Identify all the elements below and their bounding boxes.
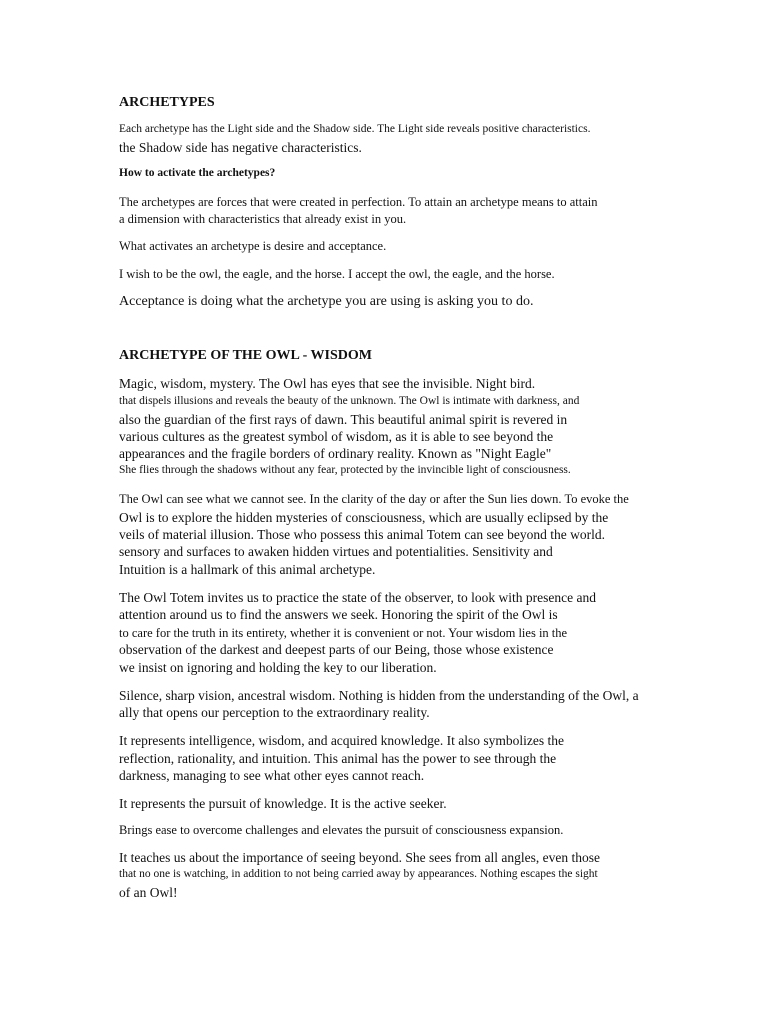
section-title-owl: ARCHETYPE OF THE OWL - WISDOM [119, 348, 372, 363]
p2-line-2: Owl is to explore the hidden mysteries of consciousness, which are usually eclipsed by the [119, 510, 609, 525]
p4-line-1: Silence, sharp vision, ancestral wisdom. Nothing is hidden from the understanding of the Owl, a [119, 688, 639, 703]
para4-line: Acceptance is doing what the archetype you are using is asking you to do. [119, 294, 534, 309]
p3-line-1: The Owl Totem invites us to practice the state of the observer, to look with presence and [119, 590, 597, 605]
p6-line: It represents the pursuit of knowledge. It is the active seeker. [119, 796, 447, 811]
section-title-archetypes: ARCHETYPES [119, 95, 215, 110]
p1-line-1: Magic, wisdom, mystery. The Owl has eyes that see the invisible. Night bird. [119, 376, 536, 391]
question-heading: How to activate the archetypes? [119, 167, 276, 179]
p3-line-3: to care for the truth in its entirety, whether it is convenient or not. Your wisdom lies in the [119, 626, 568, 640]
para1-line-2: a dimension with characteristics that already exist in you. [119, 212, 407, 226]
p2-line-5: Intuition is a hallmark of this animal archetype. [119, 562, 376, 577]
para2-line: What activates an archetype is desire and acceptance. [119, 239, 387, 253]
p8-line-2: that no one is watching, in addition to not being carried away by appearances. Nothing escapes the sight [119, 868, 598, 880]
p3-line-5: we insist on ignoring and holding the key to our liberation. [119, 660, 437, 675]
p2-line-1: The Owl can see what we cannot see. In the clarity of the day or after the Sun lies down. To evoke the [119, 492, 629, 506]
p3-line-4: observation of the darkest and deepest parts of our Being, those whose existence [119, 642, 554, 657]
p1-line-4: various cultures as the greatest symbol of wisdom, as it is able to see beyond the [119, 429, 554, 444]
p5-line-2: reflection, rationality, and intuition. This animal has the power to see through the [119, 751, 557, 766]
p3-line-2: attention around us to find the answers we seek. Honoring the spirit of the Owl is [119, 607, 558, 622]
p1-line-6: She flies through the shadows without any fear, protected by the invincible light of consciousness. [119, 464, 571, 476]
p1-line-3: also the guardian of the first rays of dawn. This beautiful animal spirit is revered in [119, 412, 568, 427]
p1-line-2: that dispels illusions and reveals the beauty of the unknown. The Owl is intimate with darkness, and [119, 395, 580, 407]
para1-line-1: The archetypes are forces that were created in perfection. To attain an archetype means to attain [119, 195, 598, 209]
p5-line-1: It represents intelligence, wisdom, and acquired knowledge. It also symbolizes the [119, 733, 564, 748]
p8-line-1: It teaches us about the importance of seeing beyond. She sees from all angles, even those [119, 850, 600, 865]
p8-line-3: of an Owl! [119, 885, 178, 900]
p4-line-2: ally that opens our perception to the extraordinary reality. [119, 705, 430, 720]
p5-line-3: darkness, managing to see what other eyes cannot reach. [119, 768, 425, 783]
p1-line-5: appearances and the fragile borders of ordinary reality. Known as "Night Eagle" [119, 446, 552, 461]
p2-line-4: sensory and surfaces to awaken hidden virtues and potentialities. Sensitivity and [119, 544, 553, 559]
p2-line-3: veils of material illusion. Those who possess this animal Totem can see beyond the world. [119, 527, 605, 542]
intro-line-1: Each archetype has the Light side and the Shadow side. The Light side reveals positive characteristics. [119, 123, 591, 135]
intro-line-2: the Shadow side has negative characteristics. [119, 140, 362, 155]
para3-line: I wish to be the owl, the eagle, and the horse. I accept the owl, the eagle, and the horse. [119, 267, 555, 281]
p7-line: Brings ease to overcome challenges and elevates the pursuit of consciousness expansion. [119, 823, 564, 837]
